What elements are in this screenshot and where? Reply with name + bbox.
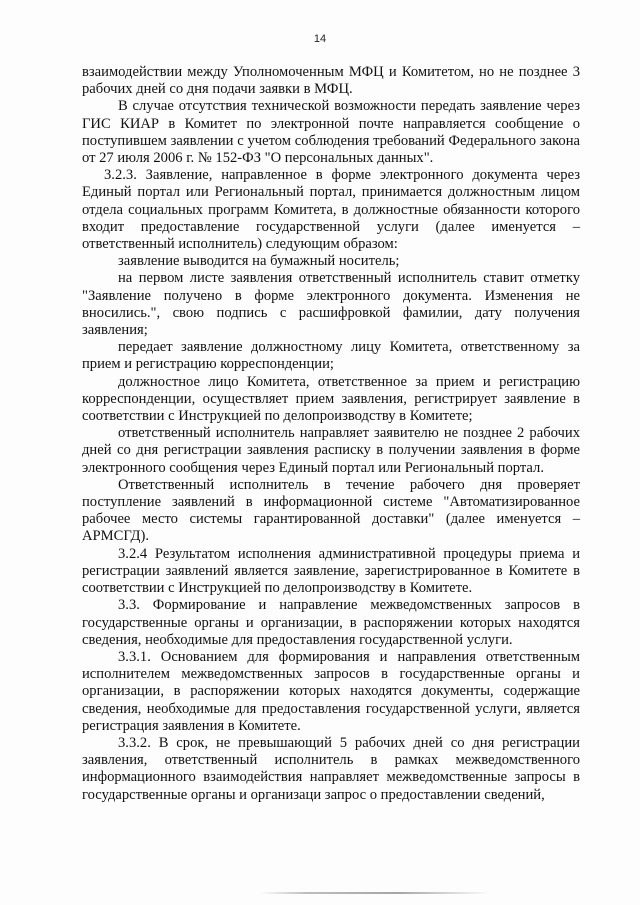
- paragraph-receipt-notice: ответственный исполнитель направляет заявителю не позднее 2 рабочих дней со дня регистрации заявления расписку в получении заявления в форме электронного сообщения через Единый портал или Региональный портал.: [82, 425, 580, 476]
- paragraph-official-registration: должностное лицо Комитета, ответственное за прием и регистрацию корреспонденции, осуществляет прием заявления, регистрирует заявление в соответствии с Инструкцией по делопроизводству в Комитете;: [82, 373, 580, 425]
- paragraph-3-3-1: 3.3.1. Основанием для формирования и направления ответственным исполнителем межведомственных запросов в государственные органы и организации, в распоряжении которых находятся документы, содержащие сведения, необходимые для предоставления государственной услуги, является регистрация заявления в Комитете.: [82, 648, 580, 734]
- paragraph-armsgd-check: Ответственный исполнитель в течение рабочего дня проверяет поступление заявлений в информационной системе "Автоматизированное рабочее место системы гарантированной доставки" (далее именуется – АРМСГД).: [82, 476, 580, 545]
- document-body: [82, 64, 580, 804]
- paragraph-paper-output: заявление выводится на бумажный носитель;: [118, 253, 400, 270]
- paragraph-transfer-to-official: передает заявление должностному лицу Комитета, ответственному за прием и регистрацию корреспонденции;: [82, 339, 580, 373]
- paragraph-3-3: 3.3. Формирование и направление межведомственных запросов в государственные органы и организации, в распоряжении которых находятся сведения, необходимые для предоставления государственной услуги.: [82, 597, 580, 648]
- paragraph-3-2-4: 3.2.4 Результатом исполнения административной процедуры приема и регистрации заявлений является заявление, зарегистрированное в Комитете в соответствии с Инструкцией по делопроизводству в Комитете.: [82, 545, 580, 597]
- paragraph-3-2-3: 3.2.3. Заявление, направленное в форме электронного документа через Единый портал или Региональный портал, принимается должностным лицом отдела социальных программ Комитета, в должностные обязанности которого входит предоставление государственной услуги (далее именуется – ответственный исполнитель) следующим образом:: [82, 167, 580, 253]
- scan-edge-shadow: [260, 892, 490, 894]
- paragraph-no-technical-capability: В случае отсутствия технической возможности передать заявление через ГИС КИАР в Комитет по электронной почте направляется сообщение о поступившем заявлении с учетом соблюдения требований Федерального закона от 27 июля 2006 г. № 152-ФЗ "О персональных данных".: [82, 98, 580, 167]
- paragraph-3-3-2: 3.3.2. В срок, не превышающий 5 рабочих дней со дня регистрации заявления, ответственный исполнитель в рамках межведомственного информационного взаимодействия направляет межведомственные запросы в государственные органы и организаци запрос о предоставлении сведений,: [82, 734, 580, 803]
- paragraph-mfc-interaction: взаимодействии между Уполномоченным МФЦ и Комитетом, но не позднее 3 рабочих дней со дня подачи заявки в МФЦ.: [82, 64, 580, 98]
- paragraph-first-sheet-mark: на первом листе заявления ответственный исполнитель ставит отметку "Заявление получено в форме электронного документа. Изменения не вносились.", свою подпись с расшифровкой фамилии, дату получения заявления;: [82, 270, 580, 339]
- page-number: 14: [313, 33, 327, 45]
